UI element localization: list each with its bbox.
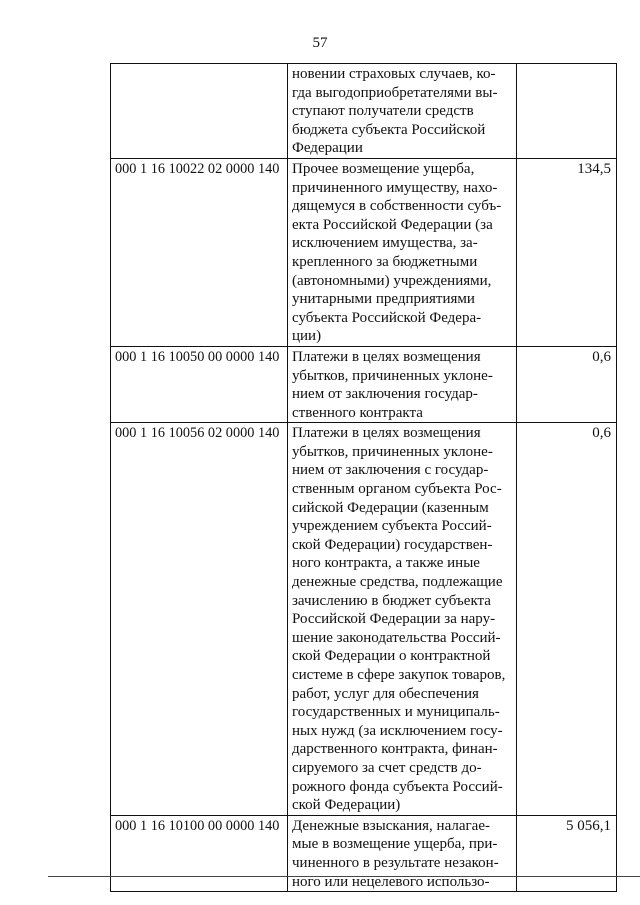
description-line: исключением имущества, за- <box>292 235 478 252</box>
description-line: сируемого за счет средств до- <box>292 759 482 776</box>
budget-code-cell <box>111 64 288 159</box>
description-line: унитарными предприятиями <box>292 291 475 308</box>
description-line: чиненного в результате незакон- <box>292 854 499 871</box>
description-line: ской Федерации) государствен- <box>292 536 493 553</box>
description-cell <box>288 815 517 891</box>
description-line: ской Федерации) <box>292 797 401 814</box>
description-line: бюджета субъекта Российской <box>292 121 486 138</box>
description-line: сийской Федерации (казенным <box>292 499 489 516</box>
description-line: нием от заключения с государ- <box>292 462 489 479</box>
description-line: государственных и муниципаль- <box>292 704 500 721</box>
description-line: дящемуся в собственности субъ- <box>292 198 502 215</box>
description-line: убытков, причиненных уклоне- <box>292 443 493 460</box>
description-line: денежные средства, подлежащие <box>292 574 503 591</box>
page-number: 57 <box>312 35 328 51</box>
description-line: Прочее возмещение ущерба, <box>292 160 475 177</box>
description-line: причиненного имуществу, нахо- <box>292 179 498 196</box>
description-line: убытков, причиненных уклоне- <box>292 367 493 384</box>
table-row <box>111 346 617 422</box>
description-line: ции) <box>292 328 322 345</box>
description-line: Платежи в целях возмещения <box>292 348 481 365</box>
description-cell <box>288 423 517 815</box>
table-row <box>111 64 617 159</box>
description-cell <box>288 158 517 346</box>
description-line: ственного контракта <box>292 404 423 421</box>
amount-cell: 0,6 <box>517 346 617 422</box>
description-line: учреждением субъекта Россий- <box>292 518 492 535</box>
description-line: Российской Федерации за нару- <box>292 611 496 628</box>
description-line: мые в возмещение ущерба, при- <box>292 836 498 853</box>
description-line: Платежи в целях возмещения <box>292 425 481 442</box>
table-row <box>111 423 617 815</box>
description-cell <box>288 346 517 422</box>
description-line: новении страховых случаев, ко- <box>292 66 496 82</box>
amount-cell: 134,5 <box>517 158 617 346</box>
budget-revenue-table <box>110 63 617 892</box>
description-line: рожного фонда субъекта Россий- <box>292 778 503 795</box>
description-line: (автономными) учреждениями, <box>292 272 492 289</box>
description-line: екта Российской Федерации (за <box>292 216 493 233</box>
description-line: нием от заключения государ- <box>292 386 478 403</box>
amount-cell: 0,6 <box>517 423 617 815</box>
description-line: Денежные взыскания, налагае- <box>292 817 490 834</box>
description-line: ской Федерации о контрактной <box>292 648 491 665</box>
description-line: ных нужд (за исключением госу- <box>292 722 503 739</box>
description-line: зачислению в бюджет субъекта <box>292 592 491 609</box>
budget-code-cell: 000 1 16 10056 02 0000 140 <box>111 423 288 815</box>
description-line: ступают получатели средств <box>292 103 474 120</box>
amount-cell: 5 056,1 <box>517 815 617 891</box>
description-line: системе в сфере закупок товаров, <box>292 667 506 683</box>
table-row <box>111 815 617 891</box>
budget-code-cell: 000 1 16 10050 00 0000 140 <box>111 346 288 422</box>
description-line: ного или нецелевого использо- <box>292 873 490 890</box>
description-line: работ, услуг для обеспечения <box>292 685 479 702</box>
description-line: субъекта Российской Федера- <box>292 309 482 326</box>
description-line: ственным органом субъекта Рос- <box>292 481 502 498</box>
bottom-divider <box>48 876 640 877</box>
description-line: гда выгодоприобретателями вы- <box>292 84 498 101</box>
description-line: шение законодательства Россий- <box>292 629 501 646</box>
budget-code-cell: 000 1 16 10022 02 0000 140 <box>111 158 288 346</box>
description-line: дарственного контракта, финан- <box>292 741 498 758</box>
budget-code-cell: 000 1 16 10100 00 0000 140 <box>111 815 288 891</box>
description-line: ного контракта, а также иные <box>292 555 480 572</box>
description-line: крепленного за бюджетными <box>292 253 478 270</box>
description-cell <box>288 64 517 159</box>
description-line: Федерации <box>292 140 363 157</box>
table-row <box>111 158 617 346</box>
amount-cell <box>517 64 617 159</box>
